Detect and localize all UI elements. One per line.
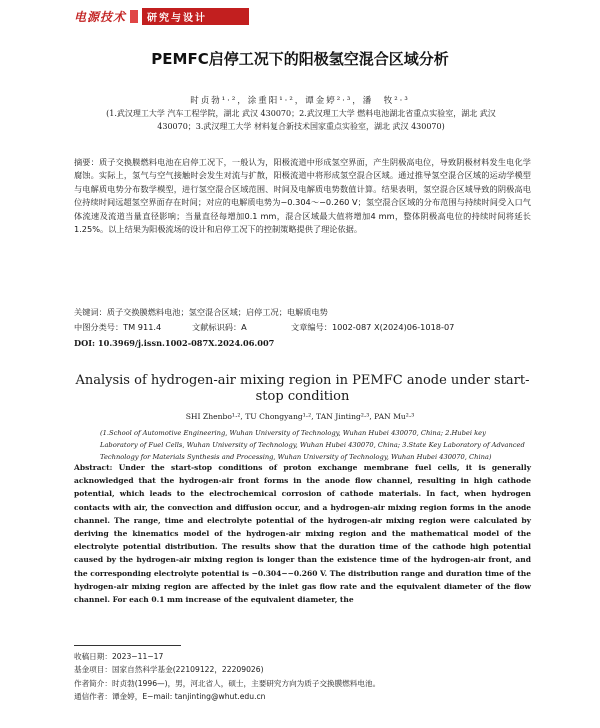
header-separator <box>130 10 138 23</box>
cn-abstract <box>74 156 531 236</box>
cn-abstract-text: 质子交换膜燃料电池在启停工况下，一般认为，阳极流道中形成氢空界面，产生阴极高电位，导致阴极材料发生电化学腐蚀。实际上，氢气与空气接触时会发生对流与扩散，阳极流道中将形成氢空混合区域。通过推导氢空混合区域的运动学模型与电解质电势分布数学模型，进行氢空混合区域范围、时间及电解质电势数值计算。结果表明，氢空混合区域导致的阴极高电位持续时间远超氢空界面存在时间；对应的电解质电势为−0.304～−0.260 V；氢空混合区域的分布范围与持续时间受入口气体流速及流道当量直径影响；当量直径每增加0.1 mm，混合区域最大值将增加4 mm，整体阴极高电位的持续时间将延长1.25%。以上结果为阳极流场的设计和启停工况下的控制策略提供了理论依据。 <box>74 157 531 235</box>
en-affiliation: (1.School of Automotive Engineering, Wuhan University of Technology, Wuhan Hubei 430070, China; 2.Hubei key Laboratory of Fuel Cells, Wuhan University of Technology, Wuhan Hubei 430070, China; 3.State Key Laboratory of Advanced Technology for Materials Synthesis and Processing, Wuhan University of Technology, Wuhan Hubei 430070, China) <box>100 429 525 461</box>
footnote-rule <box>74 645 181 646</box>
author-bio: 作者简介：时贞勃(1996—)，男，河北省人，硕士，主要研究方向为质子交换膜燃料电池。 <box>74 678 381 688</box>
cn-keywords-label: 关键词： <box>74 307 107 317</box>
cn-classification <box>74 322 531 333</box>
doi: DOI: 10.3969/j.issn.1002-087X.2024.06.007 <box>74 338 275 348</box>
fund-info: 基金项目：国家自然科学基金(22109122，22209026) <box>74 665 264 675</box>
en-authors: SHI Zhenbo¹·², TU Chongyang¹·², TAN Jinting²·³, PAN Mu²·³ <box>185 412 415 421</box>
en-title: Analysis of hydrogen-air mixing region in PEMFC anode under start-stop condition <box>75 373 530 404</box>
journal-header <box>74 9 249 24</box>
journal-brand: 电源技术 <box>74 10 127 24</box>
document-code: 文献标识码：A <box>192 322 247 332</box>
cn-title: PEMFC启停工况下的阳极氢空混合区域分析 <box>151 50 449 68</box>
cn-affiliation: (1.武汉理工大学 汽车工程学院，湖北 武汉 430070；2.武汉理工大学 燃料电池湖北省重点实验室，湖北 武汉 430070；3.武汉理工大学 材料复合新技术国家重点实验室，湖北 武汉 430070) <box>106 109 496 131</box>
cn-keywords <box>74 307 531 318</box>
cn-abstract-label: 摘要： <box>74 157 99 167</box>
en-abstract-label: Abstract: <box>74 463 113 472</box>
corresponding-author: 通信作者：谭金婷，E−mail: tanjinting@whut.edu.cn <box>74 692 266 702</box>
section-label: 研究与设计 <box>142 8 249 25</box>
cn-keywords-text: 质子交换膜燃料电池；氢空混合区域；启停工况；电解质电势 <box>106 307 328 317</box>
footnotes <box>74 650 531 704</box>
class-number: 中图分类号：TM 911.4 <box>74 322 162 332</box>
received-date: 收稿日期：2023−11−17 <box>74 652 164 661</box>
article-number: 文章编号：1002-087 X(2024)06-1018-07 <box>291 322 455 332</box>
en-abstract-text: Under the start-stop conditions of proton exchange membrane fuel cells, it is generally acknowledged that the hydrogen-air front forms in the anode flow channel, resulting in high cathode potential, which leads to the electrochemical corrosion of cathode materials. In fact, when hydrogen contacts with air, the convection and diffusion occur, and a hydrogen-air mixing region forms in the anode channel. The range, time and electrolyte potential of the hydrogen-air mixing region were calculated by deriving the kinematics model of the hydrogen-air mixing region and the mathematical model of the electrolyte potential distribution. The results show that the duration time of the cathode high potential caused by the hydrogen-air mixing region is longer than the existence time of the hydrogen-air front, and the corresponding electrolyte potential is −0.304−−0.260 V. The distribution range and duration time of the hydrogen-air mixing region are affected by the inlet gas flow rate and the equivalent diameter of the flow channel. For each 0.1 mm increase of the equivalent diameter, the <box>74 463 531 605</box>
cn-authors: 时贞勃¹·²，涂重阳¹·²，谭金婷²·³，潘 牧²·³ <box>190 96 410 106</box>
en-abstract <box>74 461 531 606</box>
